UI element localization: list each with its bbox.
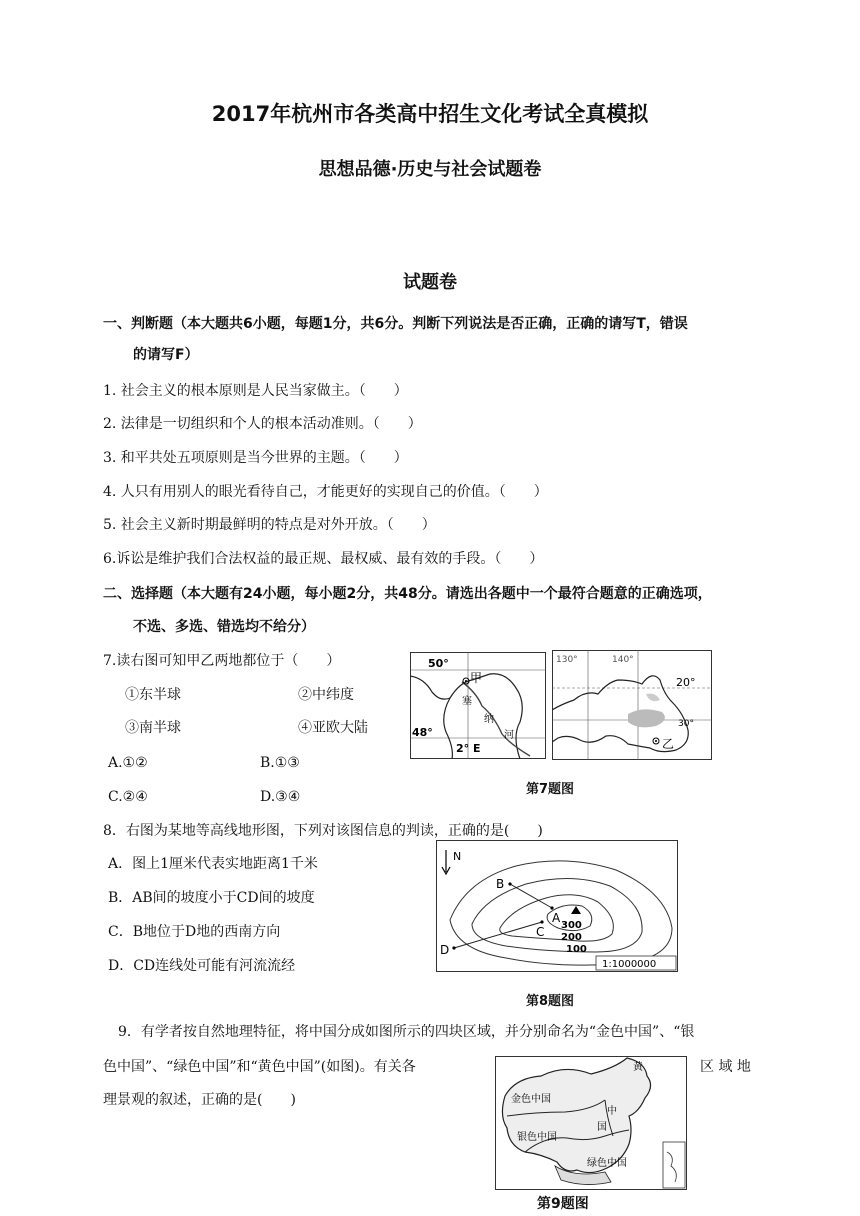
q8-north-label: N xyxy=(453,850,462,863)
map2-lon1: 130° xyxy=(556,655,578,665)
q8-scale: 1:1000000 xyxy=(602,959,657,970)
q8-choice-d: D．CD连线处可能有河流流经 xyxy=(108,958,296,974)
q8-contour-200: 200 xyxy=(561,932,582,943)
q7-choice-a: A.①② xyxy=(108,755,148,771)
q8-choice-c: C．B地位于D地的西南方向 xyxy=(108,924,281,940)
map1-place: 甲 xyxy=(470,671,483,685)
q7-opt2: ②中纬度 xyxy=(298,687,354,703)
q9-figure-caption: 第9题图 xyxy=(537,1196,589,1212)
q8-contour-300: 300 xyxy=(561,920,582,931)
page-title: 2017年杭州市各类高中招生文化考试全真模拟 xyxy=(211,102,649,126)
map1-river1: 塞 xyxy=(462,696,472,707)
q9-label-gold: 金色中国 xyxy=(511,1094,551,1105)
section-title: 试题卷 xyxy=(403,272,457,293)
q9-label-zhong: 中 xyxy=(607,1106,617,1117)
q8-point-c: C xyxy=(536,925,545,939)
part1-heading-cont: 的请写F） xyxy=(133,347,199,363)
q9-label-yellow: 黄 xyxy=(633,1062,643,1073)
q7-choice-c: C.②④ xyxy=(108,789,148,805)
q7-opt3: ③南半球 xyxy=(125,720,181,736)
q8-point-b: B xyxy=(496,877,505,891)
q8-contour-map xyxy=(436,840,678,972)
q9-label-silver: 银色中国 xyxy=(517,1132,557,1143)
page-subtitle: 思想品德·历史与社会试题卷 xyxy=(318,159,542,180)
q9-label-guo: 国 xyxy=(597,1122,607,1133)
judge-item-1: 1. 社会主义的根本原则是人民当家做主。（ ） xyxy=(103,383,408,399)
q8-choice-b: B．AB间的坡度小于CD间的坡度 xyxy=(108,890,315,906)
q7-stem: 7.读右图可知甲乙两地都位于（ ） xyxy=(103,653,341,669)
q7-choice-d: D.③④ xyxy=(260,789,301,805)
q9-china-map xyxy=(495,1056,687,1190)
map1-river3: 河 xyxy=(504,730,514,741)
q7-opt1: ①东半球 xyxy=(125,687,181,703)
map1-lat-bottom: 48° xyxy=(412,726,433,739)
q9-label-green: 绿色中国 xyxy=(587,1158,627,1169)
q7-map-australia xyxy=(552,650,712,760)
q7-opt4: ④亚欧大陆 xyxy=(298,720,368,736)
q7-figure-caption: 第7题图 xyxy=(526,782,575,797)
map2-lon2: 140° xyxy=(612,655,634,665)
q9-stem-line3: 理景观的叙述，正确的是( ) xyxy=(103,1092,296,1108)
part1-heading: 一、判断题（本大题共6小题，每题1分，共6分。判断下列说法是否正确，正确的请写T，错误 xyxy=(103,316,688,332)
map2-place: 乙 xyxy=(662,737,675,751)
judge-item-2: 2. 法律是一切组织和个人的根本活动准则。（ ） xyxy=(103,416,422,432)
q9-stem-line2-right: 区 域 地 xyxy=(700,1059,751,1075)
judge-item-4: 4. 人只有用别人的眼光看待自己，才能更好的实现自己的价值。（ ） xyxy=(103,484,548,500)
q7-map-france xyxy=(410,652,546,759)
judge-item-5: 5. 社会主义新时期最鲜明的特点是对外开放。（ ） xyxy=(103,517,436,533)
map1-lat-top: 50° xyxy=(428,657,449,670)
q8-choice-a: A．图上1厘米代表实地距离1千米 xyxy=(108,856,318,872)
q8-figure-caption: 第8题图 xyxy=(526,994,575,1009)
map2-lat2: 30° xyxy=(678,719,694,729)
judge-item-6: 6.诉讼是维护我们合法权益的最正规、最权威、最有效的手段。（ ） xyxy=(103,551,544,567)
q7-choice-b: B.①③ xyxy=(260,755,300,771)
q8-point-a: A xyxy=(552,911,561,925)
q8-contour-100: 100 xyxy=(566,944,587,955)
part2-heading-cont: 不选、多选、错选均不给分） xyxy=(133,619,315,635)
map1-river2: 纳 xyxy=(484,714,494,725)
q9-stem-line2-left: 色中国”、“绿色中国”和“黄色中国”(如图)。有关各 xyxy=(103,1059,416,1075)
map1-lon: 2° E xyxy=(456,742,481,755)
map2-lat: 20° xyxy=(676,676,696,689)
q8-stem: 8．右图为某地等高线地形图，下列对该图信息的判读，正确的是( ) xyxy=(103,823,543,839)
q8-point-d: D xyxy=(440,943,450,957)
judge-item-3: 3. 和平共处五项原则是当今世界的主题。（ ） xyxy=(103,450,408,466)
part2-heading: 二、选择题（本大题有24小题，每小题2分，共48分。请选出各题中一个最符合题意的正确选项， xyxy=(103,586,712,602)
q9-stem-line1: 9．有学者按自然地理特征，将中国分成如图所示的四块区域，并分别命名为“金色中国”、“银 xyxy=(118,1024,695,1040)
